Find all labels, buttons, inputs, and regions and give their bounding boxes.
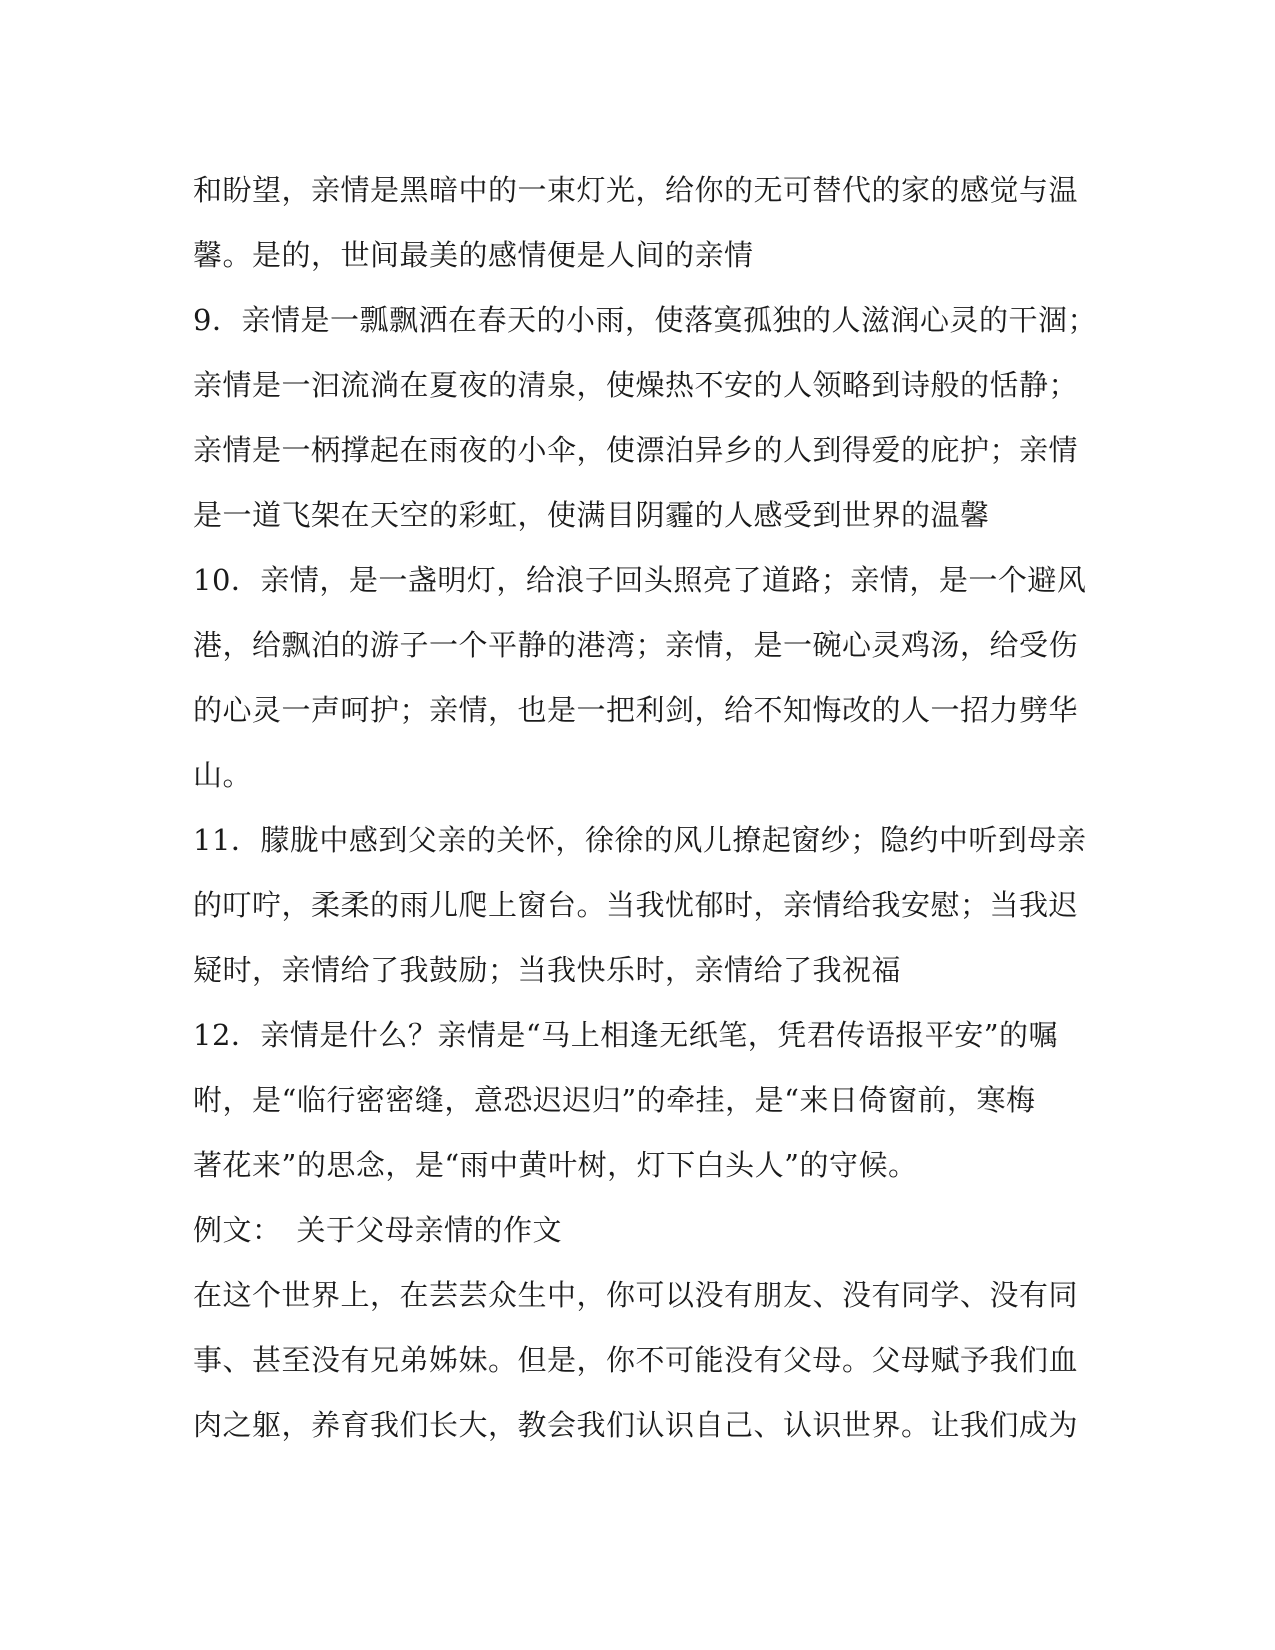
text-line: 10．亲情，是一盏明灯，给浪子回头照亮了道路；亲情，是一个避风: [193, 563, 1087, 597]
text-line: 疑时，亲情给了我鼓励；当我快乐时，亲情给了我祝福: [193, 953, 902, 987]
section-heading: 例文： 关于父母亲情的作文: [193, 1213, 563, 1247]
text-line: 亲情是一柄撑起在雨夜的小伞，使漂泊异乡的人到得爱的庇护；亲情: [193, 433, 1079, 467]
text-line: 亲情是一汩流淌在夏夜的清泉，使燥热不安的人领略到诗般的恬静；: [193, 368, 1079, 402]
text-line: 的叮咛，柔柔的雨儿爬上窗台。当我忧郁时，亲情给我安慰；当我迟: [193, 888, 1079, 922]
text-line: 是一道飞架在天空的彩虹，使满目阴霾的人感受到世界的温馨: [193, 498, 990, 532]
text-line: 的心灵一声呵护；亲情，也是一把利剑，给不知悔改的人一招力劈华: [193, 693, 1079, 727]
text-line: 馨。是的，世间最美的感情便是人间的亲情: [193, 238, 754, 272]
text-line: 9．亲情是一瓢飘洒在春天的小雨，使落寞孤独的人滋润心灵的干涸；: [193, 303, 1097, 337]
text-line: 著花来”的思念，是“雨中黄叶树，灯下白头人”的守候。: [193, 1148, 918, 1182]
text-line: 咐，是“临行密密缝，意恐迟迟归”的牵挂，是“来日倚窗前，寒梅: [193, 1083, 1036, 1117]
document-body: [193, 158, 1097, 1458]
text-line: 山。: [193, 758, 253, 792]
text-line: 在这个世界上，在芸芸众生中，你可以没有朋友、没有同学、没有同: [193, 1278, 1079, 1312]
text-line: 12．亲情是什么？亲情是“马上相逢无纸笔，凭君传语报平安”的嘱: [193, 1018, 1059, 1052]
text-line: 和盼望，亲情是黑暗中的一束灯光，给你的无可替代的家的感觉与温: [193, 173, 1079, 207]
text-line: 事、甚至没有兄弟姊妹。但是，你不可能没有父母。父母赋予我们血: [193, 1343, 1079, 1377]
text-line: 港，给飘泊的游子一个平静的港湾；亲情，是一碗心灵鸡汤，给受伤: [193, 628, 1079, 662]
text-line: 肉之躯，养育我们长大，教会我们认识自己、认识世界。让我们成为: [193, 1408, 1079, 1442]
text-line: 11．朦胧中感到父亲的关怀，徐徐的风儿撩起窗纱；隐约中听到母亲: [193, 823, 1087, 857]
